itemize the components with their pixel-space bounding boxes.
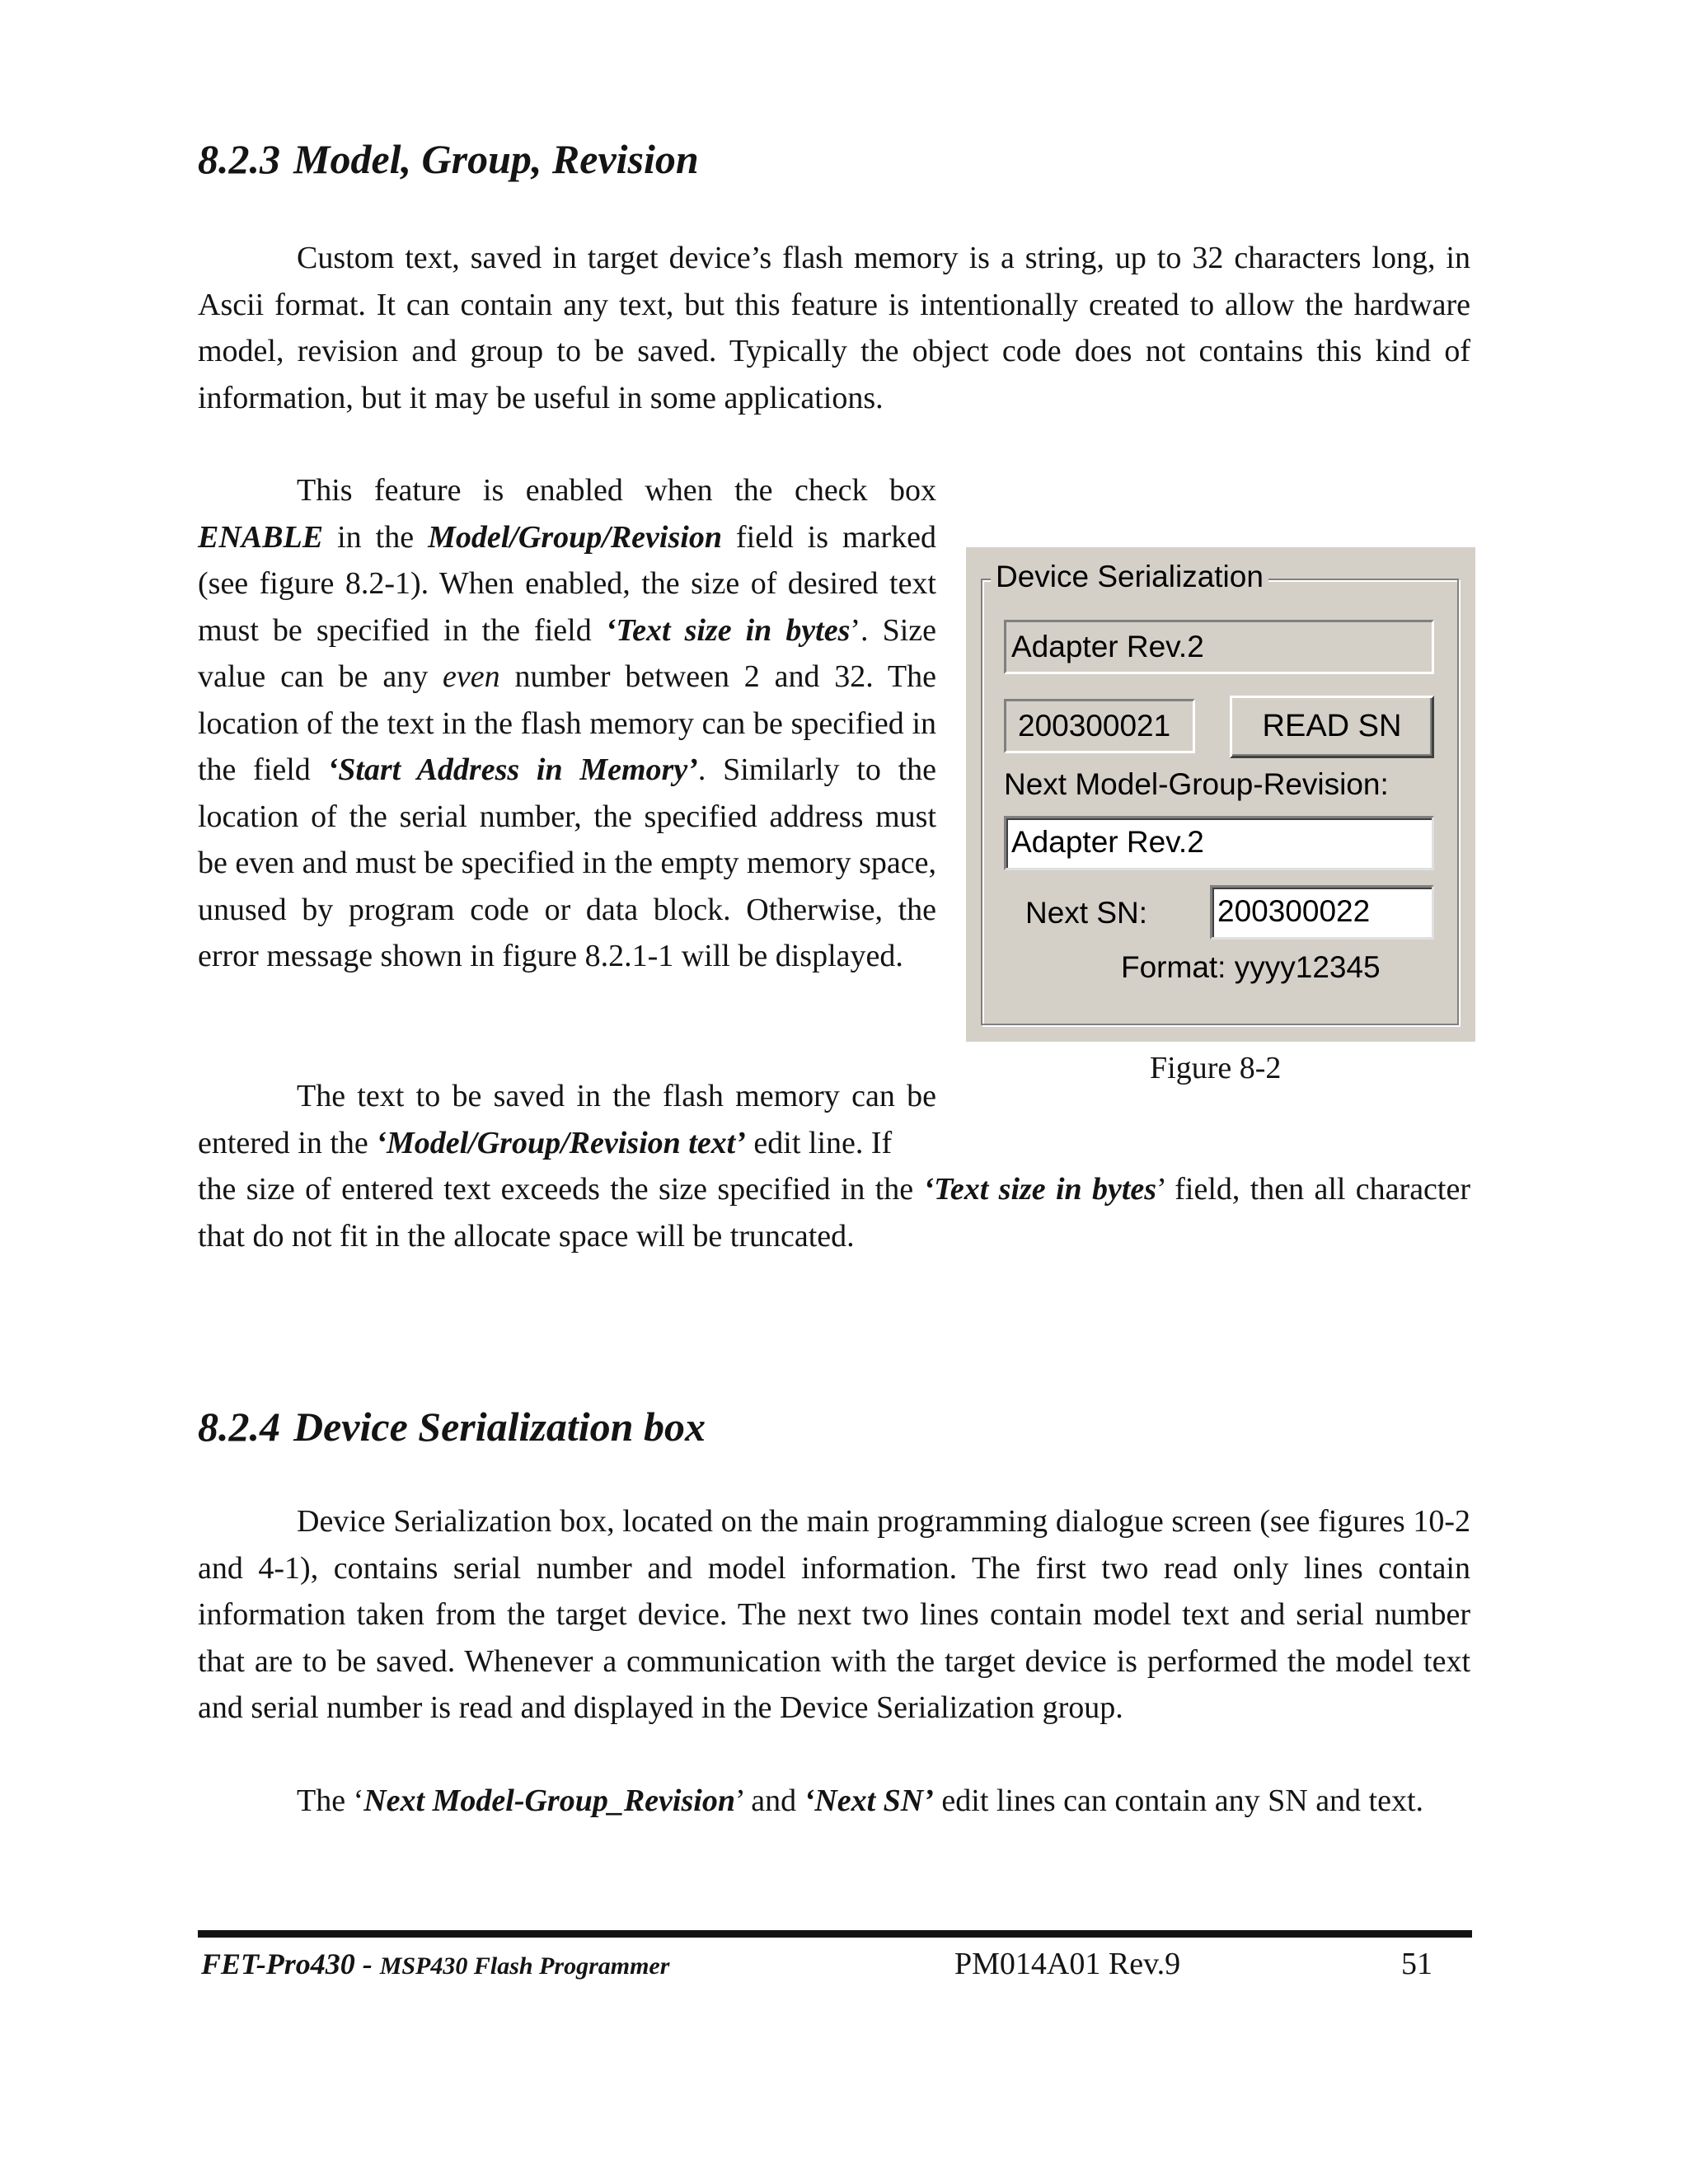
text-run: edit lines can contain any SN and text. [933,1783,1424,1818]
text-run: . Similarly to the location of the serial number, the specified address must be even and must be specified in the empty memory space, unused by program code or data block. Otherwise, the error message shown in figure 8.2.1-1 will be displayed. [198,752,936,973]
text-run: The text to be saved in the flash memory can be entered in the [198,1079,936,1160]
text-run: The ‘ [297,1783,364,1818]
current-sn-field: 200300021 [1004,699,1195,753]
paragraph-serialization-box [198,1498,1470,1732]
figure-caption: Figure 8-2 [1150,1051,1282,1085]
paragraph-next-fields [198,1778,1470,1825]
paragraph-text-truncation [198,1166,1470,1259]
paragraph-text: Custom text, saved in target device’s flash memory is a string, up to 32 characters long, in Ascii format. It can contain any text, but this feature is intentionally created to allow the hardware model, revision and group to be saved. Typically the object code does not contains this kind of information, but it may be useful in some applications. [198,241,1470,415]
paragraph-custom-text [198,235,1470,421]
text-run: ’ field, then all character that do not fit in the allocate space will be truncated. [198,1172,1470,1254]
emphasis-next-model: Next Model-Group_Revision [363,1783,735,1818]
next-sn-label: Next SN: [1025,896,1148,930]
footer-rule [198,1930,1472,1938]
text-run: ’ and [734,1783,804,1818]
text-run: field is marked (see figure 8.2-1). When enabled, the size of desired text must be specified in the field [198,519,936,648]
format-hint: Format: yyyy12345 [1121,950,1381,984]
footer-doc-id: PM014A01 Rev.9 [954,1947,1181,1981]
paragraph-text-entry [198,1073,936,1166]
next-model-label: Next Model-Group-Revision: [1004,767,1389,801]
emphasis-even: even [443,659,500,694]
group-title: Device Serialization [991,557,1268,597]
text-run: edit line. If [745,1125,893,1160]
footer-page-number: 51 [1401,1947,1432,1981]
text-run: number between 2 and 32. The location of the text in the flash memory can be specified in the field [198,659,936,787]
read-sn-button[interactable]: READ SN [1230,696,1434,758]
section-number: 8.2.3 [198,136,280,182]
emphasis-start-address: ‘Start Address in Memory’ [327,752,698,787]
section-number: 8.2.4 [198,1404,280,1450]
paragraph-enable-feature [198,467,936,980]
emphasis-model-text: ‘Model/Group/Revision text’ [376,1125,746,1160]
next-model-input[interactable]: Adapter Rev.2 [1004,816,1434,870]
device-serialization-figure [966,547,1475,1042]
current-model-field: Adapter Rev.2 [1004,620,1434,674]
emphasis-text-size: ‘Text size in bytes [923,1172,1157,1207]
emphasis-enable: ENABLE [198,519,324,555]
paragraph-text: Device Serialization box, located on the main programming dialogue screen (see figures 10-2 and 4-1), contains serial number and model information. The first two read only lines contain information taken from the target device. The next two lines contain model text and serial number that are to be saved. Whenever a communication with the target device is performed the model text and serial number is read and displayed in the Device Serialization group. [198,1504,1470,1725]
text-run: in the [323,519,429,555]
section-title: Model, Group, Revision [293,136,699,182]
section-heading-8-2-4 [198,1404,706,1450]
footer-product [201,1941,669,1990]
text-run: This feature is enabled when the check box [297,473,936,508]
emphasis-model-group-revision: Model/Group/Revision [428,519,722,555]
text-run: the size of entered text exceeds the size specified in the [198,1172,924,1207]
footer-product-subtitle: MSP430 Flash Programmer [379,1952,670,1980]
emphasis-text-size: ‘Text size in bytes [605,612,851,648]
section-heading-8-2-3 [198,138,699,180]
section-title: Device Serialization box [293,1404,706,1450]
emphasis-next-sn: ‘Next SN’ [804,1783,934,1818]
next-sn-input[interactable]: 200300022 [1210,885,1434,940]
text-run: ’. Size value can be any [198,612,937,694]
footer-product-name: FET-Pro430 - [201,1947,373,1980]
